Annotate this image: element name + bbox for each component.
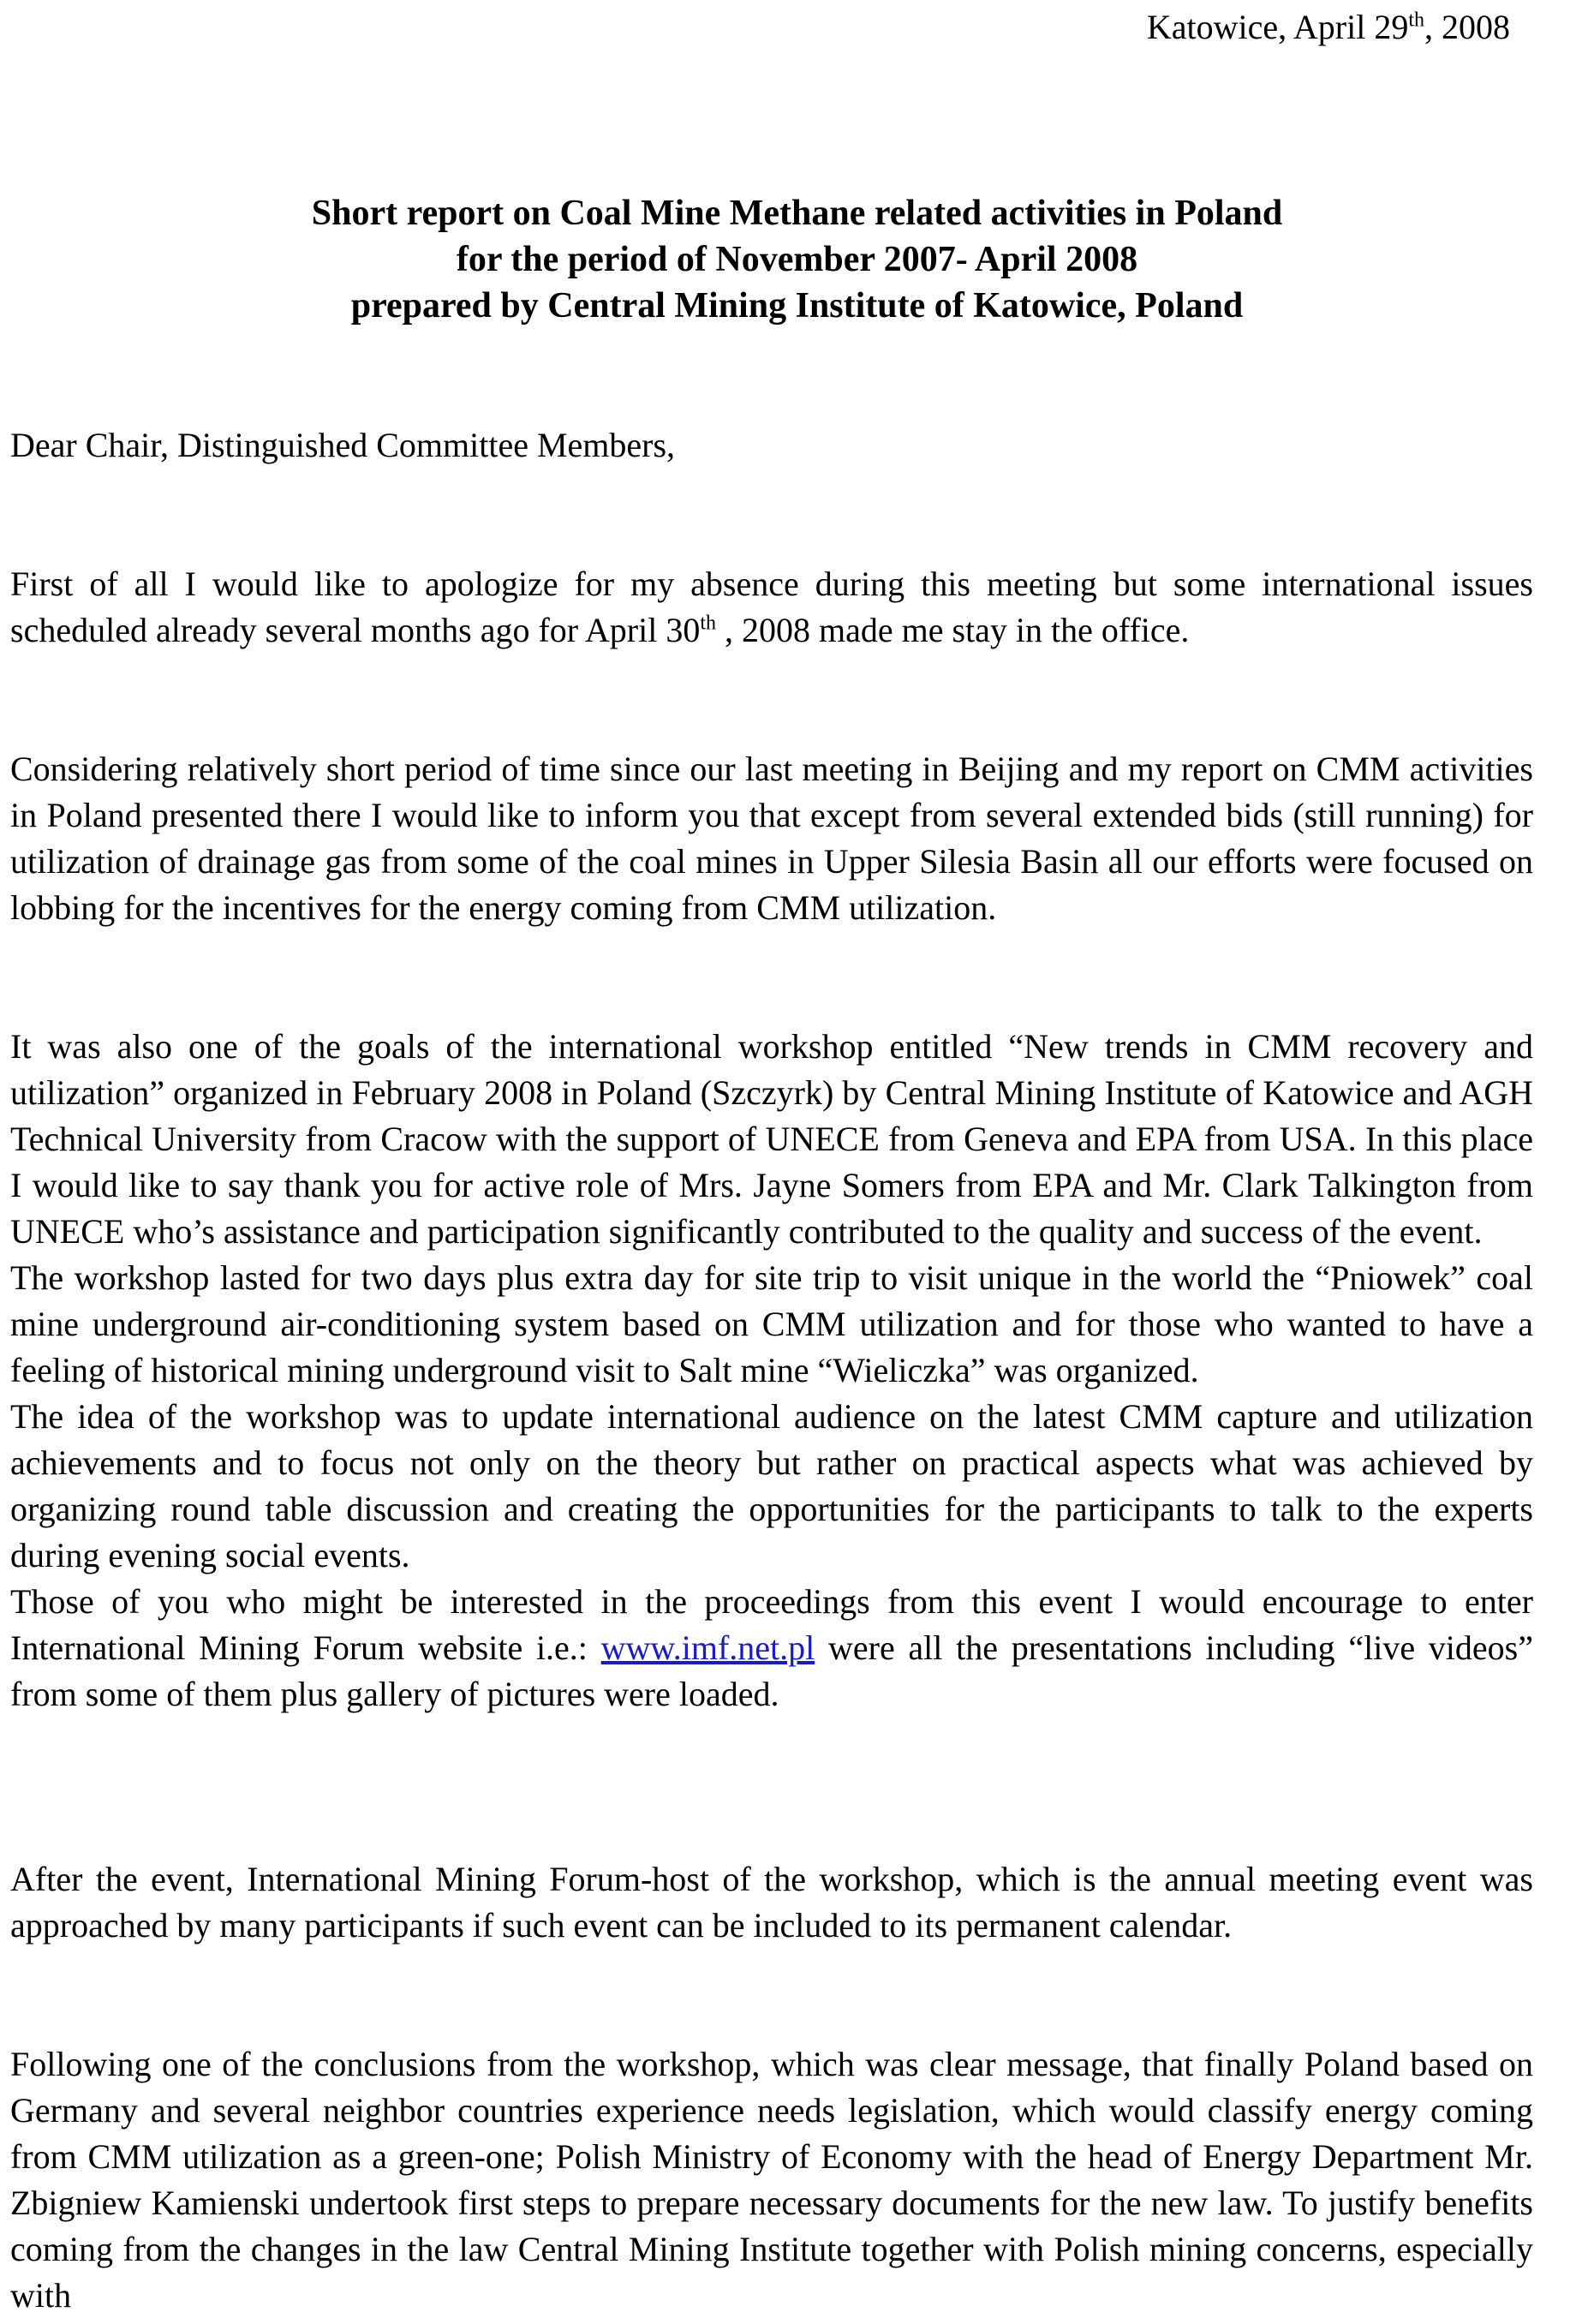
- title-line-3: prepared by Central Mining Institute of Katowice, Poland: [350, 286, 1244, 326]
- paragraph-activities-text: Considering relatively short period of time since our last meeting in Beijing and my report on CMM activities in Poland presented there I would like to inform you that except from several extended bids (still running) for utilization of drainage gas from some of the coal mines in Upper Silesia Basin all our efforts were focused on lobbing for the incentives for the energy coming from CMM utilization.: [10, 750, 1533, 927]
- ordinal-suffix: th: [700, 612, 716, 635]
- paragraph-apology-text-a: First of all I would like to apologize for my absence during this meeting but some international issues scheduled already several months ago for April 30: [10, 565, 1533, 649]
- paragraph-workshop: [10, 1024, 1533, 1718]
- report-title: [0, 190, 1594, 329]
- paragraph-workshop-duration: The workshop lasted for two days plus extra day for site trip to visit unique in the world the “Pniowek” coal mine underground air-conditioning system based on CMM utilization and for those who wanted to have a feeling of historical mining underground visit to Salt mine “Wieliczka” was organized.: [10, 1258, 1533, 1389]
- paragraph-apology: [10, 561, 1533, 654]
- paragraph-legislation: [10, 2041, 1533, 2319]
- paragraph-activities: [10, 746, 1533, 931]
- paragraph-workshop-goals: It was also one of the goals of the international workshop entitled “New trends in CMM recovery and utilization” organized in February 2008 in Poland (Szczyrk) by Central Mining Institute of Katowice and AGH Technical University from Cracow with the support of UNECE from Geneva and EPA from USA. In this place I would like to say thank you for active role of Mrs. Jayne Somers from EPA and Mr. Clark Talkington from UNECE who’s assistance and participation significantly contributed to the quality and success of the event.: [10, 1027, 1533, 1251]
- paragraph-workshop-idea: The idea of the workshop was to update international audience on the latest CMM capture and utilization achievements and to focus not only on the theory but rather on practical aspects what was achieved by organizing round table discussion and creating the opportunities for the participants to talk to the experts during evening social events.: [10, 1397, 1533, 1574]
- paragraph-after-event: [10, 1856, 1533, 1949]
- date-ordinal-suffix: th: [1408, 9, 1424, 32]
- proceedings-text-pre: Those of you who might be interested in the proceedings from this event I would encourage to enter International Mining Forum website i.e.:: [10, 1582, 1533, 1667]
- paragraph-after-event-text: After the event, International Mining Forum-host of the workshop, which is the annual meeting event was approached by many participants if such event can be included to its permanent calendar.: [10, 1860, 1533, 1945]
- date-text: Katowice, April 29: [1146, 8, 1409, 46]
- paragraph-legislation-text: Following one of the conclusions from the workshop, which was clear message, that finally Poland based on Germany and several neighbor countries experience needs legislation, which would classify energy coming from CMM utilization as a green-one; Polish Ministry of Economy with the head of Energy Department Mr. Zbigniew Kamienski undertook first steps to prepare necessary documents for the new law. To justify benefits coming from the changes in the law Central Mining Institute together with Polish mining concerns, especially with: [10, 2045, 1533, 2315]
- dateline: [1147, 3, 1510, 51]
- title-line-1: Short report on Coal Mine Methane related activities in Poland: [311, 194, 1283, 233]
- date-year: , 2008: [1424, 8, 1510, 46]
- title-line-2: for the period of November 2007- April 2008: [456, 240, 1138, 279]
- imf-website-link[interactable]: www.imf.net.pl: [600, 1628, 815, 1667]
- salutation: Dear Chair, Distinguished Committee Members,: [10, 426, 676, 464]
- proceedings-text-post: were all the presentations including “live videos” from some of them plus gallery of pictures were loaded.: [10, 1628, 1533, 1713]
- paragraph-workshop-proceedings: [10, 1579, 1533, 1718]
- paragraph-apology-text-b: , 2008 made me stay in the office.: [715, 611, 1190, 649]
